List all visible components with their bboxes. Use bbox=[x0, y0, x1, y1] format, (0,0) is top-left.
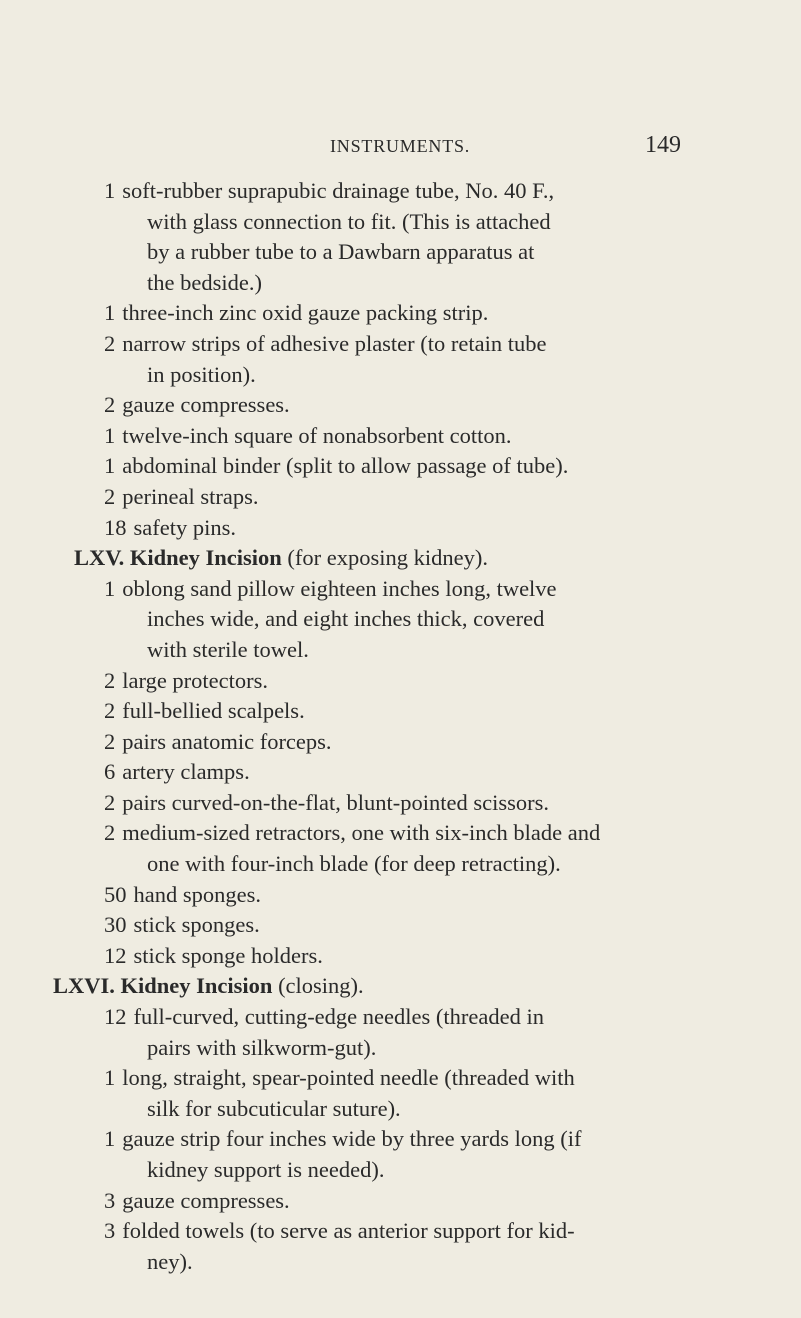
list-item-continuation bbox=[0, 237, 801, 268]
list-item-continuation bbox=[0, 1033, 801, 1064]
list-item bbox=[0, 1002, 801, 1033]
item-quantity: 2 bbox=[104, 483, 116, 509]
item-text: pairs anatomic forceps. bbox=[122, 728, 332, 754]
list-item bbox=[0, 757, 801, 788]
item-text: the bedside.) bbox=[147, 269, 262, 295]
list-item-continuation bbox=[0, 604, 801, 635]
list-item bbox=[0, 666, 801, 697]
item-text: stick sponge holders. bbox=[133, 942, 323, 968]
item-text: pairs curved-on-the-flat, blunt-pointed scissors. bbox=[122, 789, 550, 815]
list-item-continuation bbox=[0, 1247, 801, 1278]
item-quantity: 1 bbox=[104, 178, 116, 203]
item-text: abdominal binder (split to allow passage of tube). bbox=[122, 453, 569, 479]
item-text: twelve-inch square of nonabsorbent cotton. bbox=[122, 422, 512, 448]
item-quantity: 2 bbox=[104, 698, 116, 724]
item-text: silk for subcuticular suture). bbox=[147, 1095, 401, 1121]
list-item bbox=[0, 727, 801, 758]
item-text: narrow strips of adhesive plaster (to retain tube bbox=[122, 330, 547, 356]
item-text: large protectors. bbox=[122, 667, 269, 693]
item-quantity: 1 bbox=[104, 575, 116, 601]
item-text: kidney support is needed). bbox=[147, 1157, 385, 1182]
item-quantity: 12 bbox=[104, 1004, 127, 1030]
header-title: INSTRUMENTS. bbox=[330, 136, 471, 156]
item-text: by a rubber tube to a Dawbarn apparatus at bbox=[147, 239, 535, 265]
list-item bbox=[0, 788, 801, 819]
item-quantity: 3 bbox=[104, 1187, 116, 1213]
list-item-continuation bbox=[0, 268, 801, 299]
list-item bbox=[0, 1063, 801, 1094]
list-item bbox=[0, 910, 801, 941]
item-text: in position). bbox=[147, 361, 256, 387]
item-quantity: 2 bbox=[104, 728, 116, 754]
item-quantity: 50 bbox=[104, 881, 127, 907]
section-title: Kidney Incision bbox=[129, 545, 282, 571]
item-text: medium-sized retractors, one with six-inch blade and bbox=[122, 820, 601, 846]
list-item-continuation bbox=[0, 207, 801, 238]
item-text: oblong sand pillow eighteen inches long, twelve bbox=[122, 575, 557, 601]
list-item bbox=[0, 818, 801, 849]
item-quantity: 2 bbox=[104, 392, 116, 418]
item-text: three-inch zinc oxid gauze packing strip. bbox=[122, 300, 489, 326]
list-item bbox=[0, 451, 801, 482]
item-text: pairs with silkworm-gut). bbox=[147, 1034, 377, 1060]
item-quantity: 1 bbox=[104, 1126, 116, 1152]
instrument-list bbox=[0, 176, 801, 1277]
item-text: full-bellied scalpels. bbox=[122, 698, 305, 724]
item-quantity: 3 bbox=[104, 1218, 116, 1244]
list-item bbox=[0, 1124, 801, 1155]
item-text: full-curved, cutting-edge needles (threaded in bbox=[133, 1004, 544, 1030]
list-item-continuation bbox=[0, 635, 801, 666]
item-text: long, straight, spear-pointed needle (threaded with bbox=[122, 1065, 575, 1091]
item-text: soft-rubber suprapubic drainage tube, No. 40 F., bbox=[122, 178, 555, 203]
section-number: LXVI. bbox=[53, 973, 115, 999]
item-quantity: 30 bbox=[104, 912, 127, 938]
list-item bbox=[0, 329, 801, 360]
list-item-continuation bbox=[0, 1155, 801, 1186]
item-text: gauze compresses. bbox=[122, 1187, 290, 1213]
item-quantity: 1 bbox=[104, 1065, 116, 1091]
item-text: with glass connection to fit. (This is attached bbox=[147, 208, 551, 234]
item-text: with sterile towel. bbox=[147, 636, 309, 662]
item-text: safety pins. bbox=[133, 514, 236, 540]
item-text: artery clamps. bbox=[122, 759, 250, 785]
list-item bbox=[0, 421, 801, 452]
list-item bbox=[0, 574, 801, 605]
section-subtitle: (for exposing kidney). bbox=[287, 545, 488, 571]
item-quantity: 1 bbox=[104, 422, 116, 448]
item-quantity: 12 bbox=[104, 942, 127, 968]
section-subtitle: (closing). bbox=[278, 973, 364, 999]
section-number: LXV. bbox=[74, 545, 125, 571]
item-text: gauze compresses. bbox=[122, 392, 290, 418]
list-item bbox=[0, 298, 801, 329]
list-item bbox=[0, 482, 801, 513]
list-item bbox=[0, 176, 801, 207]
list-item bbox=[0, 513, 801, 544]
page-number: 149 bbox=[645, 132, 681, 158]
section-heading bbox=[0, 971, 801, 1002]
list-item bbox=[0, 880, 801, 911]
item-quantity: 18 bbox=[104, 514, 127, 540]
item-text: inches wide, and eight inches thick, covered bbox=[147, 606, 545, 632]
list-item bbox=[0, 1216, 801, 1247]
item-text: gauze strip four inches wide by three yards long (if bbox=[122, 1126, 582, 1152]
item-quantity: 2 bbox=[104, 330, 116, 356]
item-quantity: 6 bbox=[104, 759, 116, 785]
item-text: folded towels (to serve as anterior support for kid- bbox=[122, 1218, 575, 1244]
list-item bbox=[0, 1186, 801, 1217]
item-text: perineal straps. bbox=[122, 483, 259, 509]
item-text: stick sponges. bbox=[133, 912, 260, 938]
list-item bbox=[0, 390, 801, 421]
item-quantity: 2 bbox=[104, 789, 116, 815]
item-quantity: 1 bbox=[104, 300, 116, 326]
list-item-continuation bbox=[0, 360, 801, 391]
list-item-continuation bbox=[0, 1094, 801, 1125]
list-item-continuation bbox=[0, 849, 801, 880]
item-quantity: 2 bbox=[104, 667, 116, 693]
item-text: ney). bbox=[147, 1248, 193, 1274]
item-text: one with four-inch blade (for deep retracting). bbox=[147, 851, 561, 877]
item-text: hand sponges. bbox=[133, 881, 261, 907]
list-item bbox=[0, 696, 801, 727]
item-quantity: 1 bbox=[104, 453, 116, 479]
section-heading bbox=[0, 543, 801, 574]
list-item bbox=[0, 941, 801, 972]
item-quantity: 2 bbox=[104, 820, 116, 846]
running-header bbox=[0, 132, 801, 166]
section-title: Kidney Incision bbox=[120, 973, 273, 999]
